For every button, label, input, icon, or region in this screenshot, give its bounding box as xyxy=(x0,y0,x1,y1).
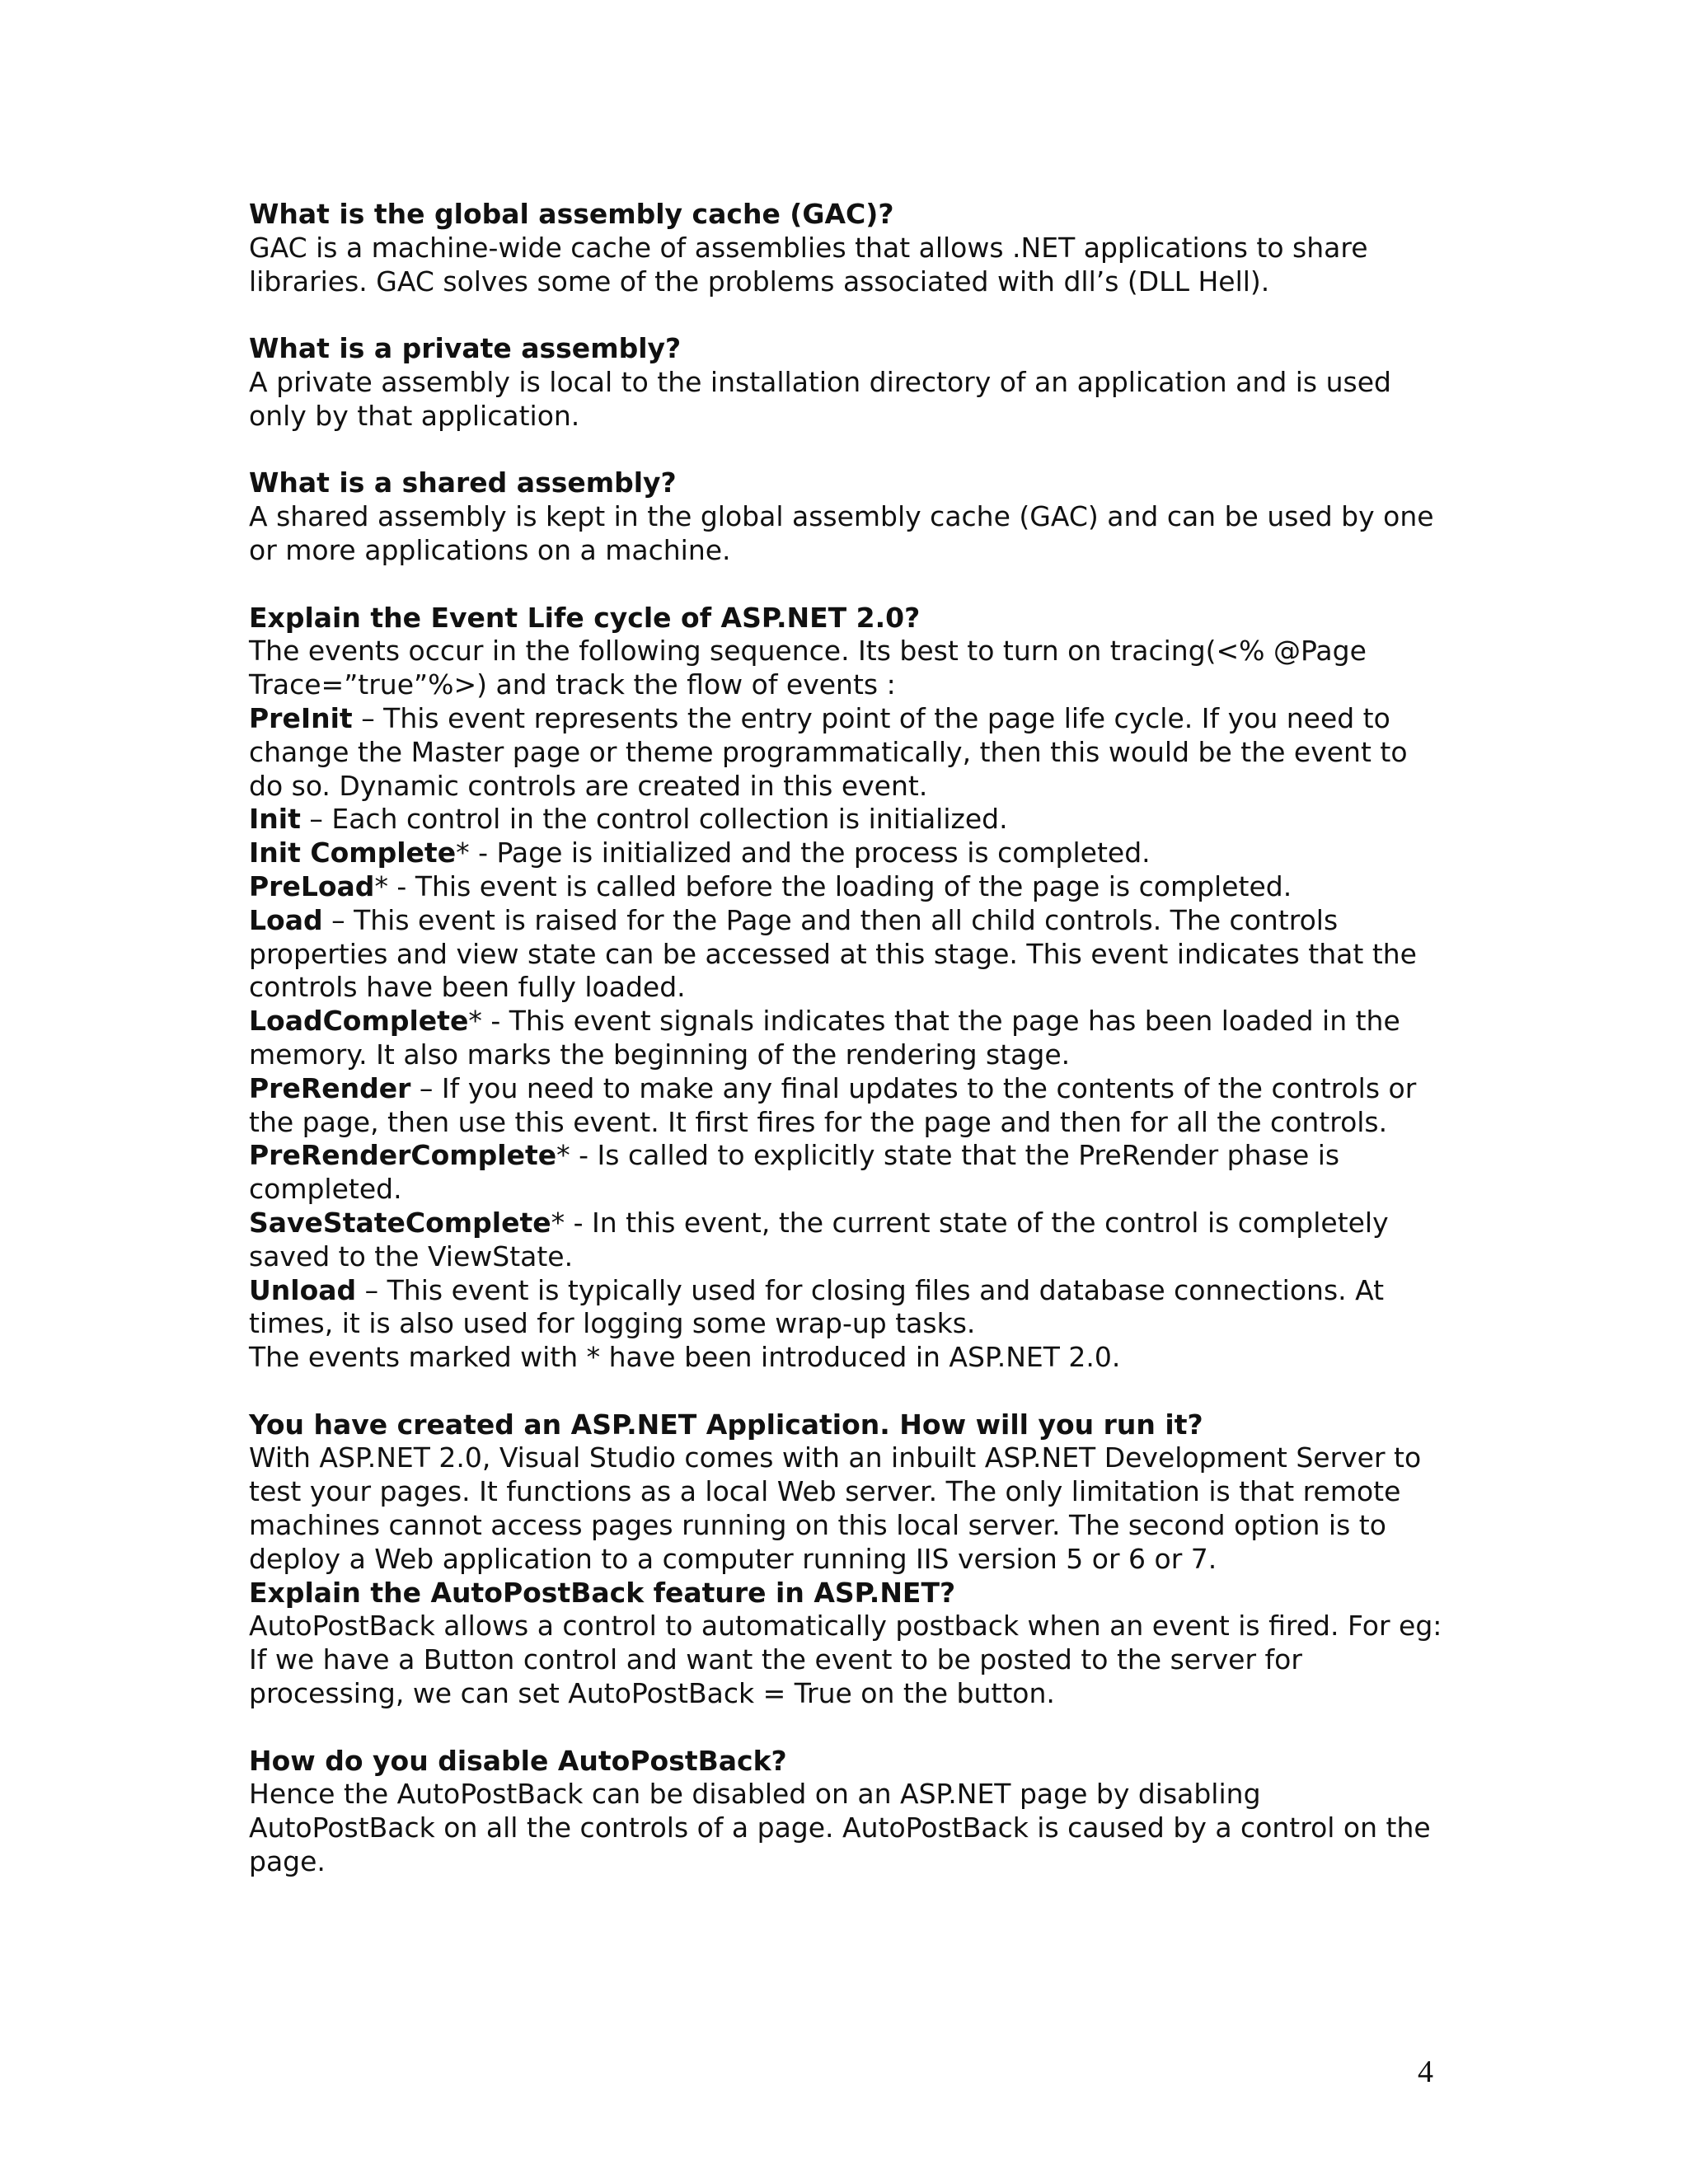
event-name: PreRenderComplete xyxy=(249,1139,557,1172)
answer-text: A shared assembly is kept in the global assembly cache (GAC) and can be used by one or more applications on a machine. xyxy=(249,500,1434,566)
question-heading: You have created an ASP.NET Application. How will you run it? xyxy=(249,1408,1203,1441)
event-name: SaveStateComplete xyxy=(249,1206,551,1239)
event-description: – This event is typically used for closing files and database connections. At times, it is also used for logging some wrap-up tasks. xyxy=(249,1273,1385,1340)
event-description: * - This event signals indicates that the page has been loaded in the memory. It also marks the beginning of the rendering stage. xyxy=(249,1005,1400,1071)
question-heading: How do you disable AutoPostBack? xyxy=(249,1744,787,1777)
qa-run-application xyxy=(249,1408,1444,1577)
question-heading: Explain the AutoPostBack feature in ASP.NET? xyxy=(249,1576,956,1609)
qa-gac xyxy=(249,198,1444,298)
event-name: LoadComplete xyxy=(249,1005,469,1038)
event-item xyxy=(249,1139,1444,1207)
event-name: Unload xyxy=(249,1273,357,1306)
page-number: 4 xyxy=(1418,2055,1433,2089)
event-name: Load xyxy=(249,903,323,936)
event-description: * - This event is called before the loading of the page is completed. xyxy=(374,869,1292,902)
answer-outro: The events marked with * have been introduced in ASP.NET 2.0. xyxy=(249,1341,1121,1374)
answer-text: GAC is a machine-wide cache of assemblies that allows .NET applications to share libraries. GAC solves some of the problems associated with dll’s (DLL Hell). xyxy=(249,231,1368,298)
question-heading: What is a private assembly? xyxy=(249,332,682,365)
event-name: PreInit xyxy=(249,701,353,734)
answer-text: A private assembly is local to the installation directory of an application and is used only by that application. xyxy=(249,365,1391,432)
event-name: PreLoad xyxy=(249,869,375,902)
answer-text: AutoPostBack allows a control to automatically postback when an event is fired. For eg: If we have a Button control and want the event to be posted to the server for processing, we can set AutoPostBack = True on the button. xyxy=(249,1610,1442,1710)
event-name: Init Complete xyxy=(249,837,457,869)
qa-disable-autopostback xyxy=(249,1745,1444,1879)
event-item xyxy=(249,870,1444,904)
document-body xyxy=(249,198,1444,1913)
event-name: Init xyxy=(249,803,301,836)
answer-intro: The events occur in the following sequence. Its best to turn on tracing(<% @Page Trace=”true”%>) and track the flow of events : xyxy=(249,635,1367,701)
answer-text: Hence the AutoPostBack can be disabled on an ASP.NET page by disabling AutoPostBack on all the controls of a page. AutoPostBack is caused by a control on the page. xyxy=(249,1778,1431,1878)
event-item xyxy=(249,1207,1444,1274)
event-item xyxy=(249,1274,1444,1342)
event-item xyxy=(249,702,1444,803)
event-description: * - Is called to explicitly state that the PreRender phase is completed. xyxy=(249,1139,1340,1206)
qa-shared-assembly xyxy=(249,466,1444,567)
event-description: * - In this event, the current state of the control is completely saved to the ViewState. xyxy=(249,1206,1389,1272)
event-description: – Each control in the control collection is initialized. xyxy=(300,803,1008,836)
event-name: PreRender xyxy=(249,1071,411,1104)
question-heading: Explain the Event Life cycle of ASP.NET 2.0? xyxy=(249,601,921,634)
event-description: – If you need to make any final updates to the contents of the controls or the page, then use this event. It first fires for the page and then for all the controls. xyxy=(249,1071,1417,1138)
event-item xyxy=(249,837,1444,870)
question-heading: What is a shared assembly? xyxy=(249,466,677,499)
event-item xyxy=(249,1072,1444,1140)
qa-private-assembly xyxy=(249,332,1444,433)
answer-text: With ASP.NET 2.0, Visual Studio comes with an inbuilt ASP.NET Development Server to test your pages. It functions as a local Web server. The only limitation is that remote machines cannot access pages running on this local server. The second option is to deploy a Web application to a computer running IIS version 5 or 6 or 7. xyxy=(249,1441,1422,1575)
event-item xyxy=(249,803,1444,837)
question-heading: What is the global assembly cache (GAC)? xyxy=(249,198,894,230)
event-description: – This event is raised for the Page and then all child controls. The controls properties and view state can be accessed at this stage. This event indicates that the controls have been fully loaded. xyxy=(249,903,1417,1004)
event-item xyxy=(249,1005,1444,1072)
qa-autopostback-feature xyxy=(249,1577,1444,1711)
event-description: – This event represents the entry point of the page life cycle. If you need to change the Master page or theme programmatically, then this would be the event to do so. Dynamic controls are created in this event. xyxy=(249,701,1408,802)
event-description: * - Page is initialized and the process is completed. xyxy=(456,837,1151,869)
event-item xyxy=(249,904,1444,1005)
qa-event-life-cycle xyxy=(249,602,1444,1375)
